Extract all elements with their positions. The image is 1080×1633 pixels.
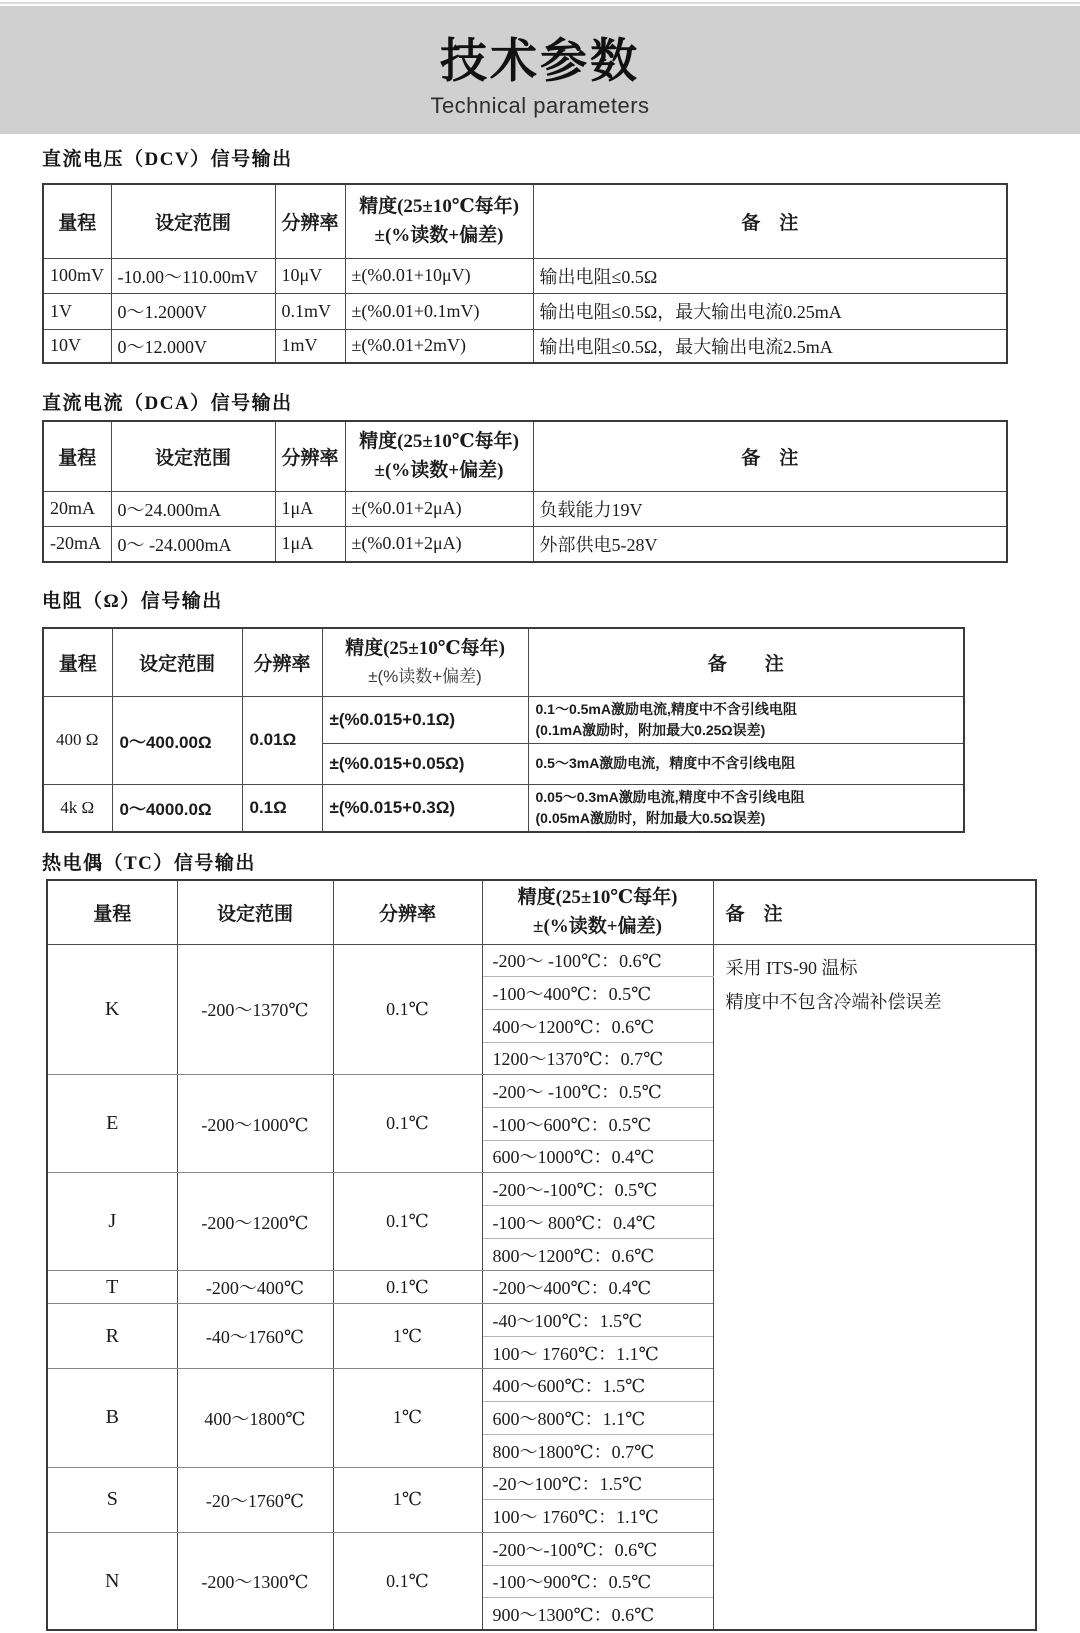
tc-set-range-K: -200～1370℃ bbox=[177, 944, 333, 1075]
resistance-remark-4k-line2: (0.05mA激励时，附加最大0.5Ω误差) bbox=[535, 809, 766, 826]
resistance-set-range-4k: 0～4000.0Ω bbox=[112, 784, 242, 832]
dca-header-resolution: 分辨率 bbox=[275, 421, 345, 491]
tc-accuracy-N-2: 900～1300℃：0.6℃ bbox=[482, 1598, 713, 1631]
tc-accuracy-R-0: -40～100℃：1.5℃ bbox=[482, 1304, 713, 1337]
tc-accuracy-K-3: 1200～1370℃：0.7℃ bbox=[482, 1042, 713, 1075]
tc-header-accuracy-line2: ±(%读数+偏差) bbox=[533, 916, 662, 938]
dcv-range-1: 1V bbox=[43, 293, 111, 329]
dcv-range-2: 10V bbox=[43, 329, 111, 363]
resistance-range-400: 400 Ω bbox=[43, 696, 112, 784]
dca-set-range-0: 0～24.000mA bbox=[111, 491, 275, 526]
tc-set-range-R: -40～1760℃ bbox=[177, 1304, 333, 1369]
resistance-header-accuracy-line1: 精度(25±10℃每年) bbox=[345, 638, 505, 660]
tc-accuracy-J-2: 800～1200℃：0.6℃ bbox=[482, 1238, 713, 1271]
dca-remark-0: 负载能力19V bbox=[533, 491, 1007, 526]
dcv-resolution-2: 1mV bbox=[275, 329, 345, 363]
resistance-header-accuracy-line2: ±(%读数+偏差) bbox=[368, 666, 482, 686]
dcv-header-resolution: 分辨率 bbox=[275, 184, 345, 258]
resistance-remark-4k bbox=[528, 784, 964, 832]
dcv-accuracy-2: ±(%0.01+2mV) bbox=[345, 329, 533, 363]
dcv-set-range-0: -10.00～110.00mV bbox=[111, 258, 275, 293]
tc-accuracy-R-1: 100～ 1760℃：1.1℃ bbox=[482, 1336, 713, 1369]
resistance-header-accuracy bbox=[322, 628, 528, 696]
dca-set-range-1: 0～ -24.000mA bbox=[111, 526, 275, 562]
tc-header-set-range: 设定范围 bbox=[177, 880, 333, 944]
tc-accuracy-K-1: -100～400℃：0.5℃ bbox=[482, 977, 713, 1010]
resistance-set-range-400: 0～400.00Ω bbox=[112, 696, 242, 784]
dca-header-accuracy-line1: 精度(25±10℃每年) bbox=[359, 430, 519, 452]
dcv-header-remark: 备 注 bbox=[533, 184, 1007, 258]
tc-resolution-K: 0.1℃ bbox=[333, 944, 482, 1075]
dca-header-set-range: 设定范围 bbox=[111, 421, 275, 491]
dcv-header-accuracy-line2: ±(%读数+偏差) bbox=[374, 225, 504, 247]
section-title-dcv: 直流电压（DCV）信号输出 bbox=[42, 149, 293, 170]
dcv-resolution-0: 10μV bbox=[275, 258, 345, 293]
section-title-resistance: 电阻（Ω）信号输出 bbox=[42, 591, 223, 612]
dca-header-remark: 备 注 bbox=[533, 421, 1007, 491]
tc-resolution-R: 1℃ bbox=[333, 1304, 482, 1369]
tc-accuracy-N-0: -200～-100℃：0.6℃ bbox=[482, 1532, 713, 1565]
resistance-header-resolution: 分辨率 bbox=[242, 628, 322, 696]
tc-accuracy-S-1: 100～ 1760℃：1.1℃ bbox=[482, 1500, 713, 1533]
tc-accuracy-E-1: -100～600℃：0.5℃ bbox=[482, 1107, 713, 1140]
tc-header-resolution: 分辨率 bbox=[333, 880, 482, 944]
table-row bbox=[43, 784, 964, 832]
dca-remark-1: 外部供电5-28V bbox=[533, 526, 1007, 562]
page-subtitle: Technical parameters bbox=[430, 93, 650, 118]
table-row bbox=[47, 944, 1036, 977]
resistance-remark-4k-line1: 0.05～0.3mA激励电流,精度中不含引线电阻 bbox=[535, 788, 805, 805]
dca-header-accuracy-line2: ±(%读数+偏差) bbox=[374, 460, 504, 482]
resistance-resolution-400: 0.01Ω bbox=[242, 696, 322, 784]
dca-header-row bbox=[43, 421, 1007, 491]
dcv-accuracy-1: ±(%0.01+0.1mV) bbox=[345, 293, 533, 329]
tc-accuracy-J-0: -200～-100℃：0.5℃ bbox=[482, 1173, 713, 1206]
tc-header-accuracy-line1: 精度(25±10℃每年) bbox=[517, 886, 678, 908]
dcv-header-set-range: 设定范围 bbox=[111, 184, 275, 258]
section-title-dca: 直流电流（DCA）信号输出 bbox=[42, 393, 293, 414]
tc-header-row bbox=[47, 880, 1036, 944]
tc-accuracy-T-0: -200～400℃：0.4℃ bbox=[482, 1271, 713, 1304]
dcv-remark-1: 输出电阻≤0.5Ω，最大输出电流0.25mA bbox=[533, 293, 1007, 329]
tc-set-range-E: -200～1000℃ bbox=[177, 1075, 333, 1173]
dca-resolution-0: 1μA bbox=[275, 491, 345, 526]
tc-accuracy-N-1: -100～900℃：0.5℃ bbox=[482, 1565, 713, 1598]
tc-header-accuracy bbox=[482, 880, 713, 944]
tc-header-remark: 备 注 bbox=[713, 880, 1036, 944]
dcv-header-row bbox=[43, 184, 1007, 258]
tc-resolution-N: 0.1℃ bbox=[333, 1532, 482, 1630]
tc-accuracy-K-0: -200～ -100℃：0.6℃ bbox=[482, 944, 713, 977]
dca-accuracy-0: ±(%0.01+2μA) bbox=[345, 491, 533, 526]
tc-resolution-J: 0.1℃ bbox=[333, 1173, 482, 1271]
dcv-set-range-1: 0～1.2000V bbox=[111, 293, 275, 329]
tc-set-range-J: -200～1200℃ bbox=[177, 1173, 333, 1271]
tc-range-N: N bbox=[47, 1532, 177, 1630]
tc-resolution-T: 0.1℃ bbox=[333, 1271, 482, 1304]
tc-accuracy-E-2: 600～1000℃：0.4℃ bbox=[482, 1140, 713, 1173]
resistance-header-row bbox=[43, 628, 964, 696]
tc-range-S: S bbox=[47, 1467, 177, 1532]
tc-range-J: J bbox=[47, 1173, 177, 1271]
dcv-header-range: 量程 bbox=[43, 184, 111, 258]
tc-accuracy-B-0: 400～600℃：1.5℃ bbox=[482, 1369, 713, 1402]
tc-resolution-S: 1℃ bbox=[333, 1467, 482, 1532]
dca-header-accuracy bbox=[345, 421, 533, 491]
tc-set-range-S: -20～1760℃ bbox=[177, 1467, 333, 1532]
dcv-range-0: 100mV bbox=[43, 258, 111, 293]
table-row bbox=[43, 258, 1007, 293]
tc-set-range-T: -200～400℃ bbox=[177, 1271, 333, 1304]
dcv-remark-0: 输出电阻≤0.5Ω bbox=[533, 258, 1007, 293]
tc-accuracy-S-0: -20～100℃：1.5℃ bbox=[482, 1467, 713, 1500]
page-header bbox=[0, 6, 1080, 134]
tc-range-R: R bbox=[47, 1304, 177, 1369]
tc-header-range: 量程 bbox=[47, 880, 177, 944]
table-row bbox=[43, 293, 1007, 329]
dca-header-range: 量程 bbox=[43, 421, 111, 491]
tc-range-E: E bbox=[47, 1075, 177, 1173]
dca-resolution-1: 1μA bbox=[275, 526, 345, 562]
resistance-table bbox=[42, 627, 965, 833]
dcv-header-accuracy-line1: 精度(25±10℃每年) bbox=[359, 195, 519, 217]
resistance-remark-400a-line1: 0.1～0.5mA激励电流,精度中不含引线电阻 bbox=[535, 700, 797, 717]
tc-accuracy-E-0: -200～ -100℃：0.5℃ bbox=[482, 1075, 713, 1108]
tc-remark-line2: 精度中不包含冷端补偿误差 bbox=[725, 991, 942, 1012]
dcv-resolution-1: 0.1mV bbox=[275, 293, 345, 329]
table-row bbox=[43, 696, 964, 743]
table-row bbox=[43, 491, 1007, 526]
dcv-set-range-2: 0～12.000V bbox=[111, 329, 275, 363]
resistance-accuracy-400b: ±(%0.015+0.05Ω) bbox=[322, 743, 528, 784]
resistance-accuracy-400a: ±(%0.015+0.1Ω) bbox=[322, 696, 528, 743]
tc-remark-line1: 采用 ITS-90 温标 bbox=[725, 957, 858, 978]
resistance-accuracy-4k: ±(%0.015+0.3Ω) bbox=[322, 784, 528, 832]
tc-resolution-B: 1℃ bbox=[333, 1369, 482, 1467]
dcv-remark-2: 输出电阻≤0.5Ω，最大输出电流2.5mA bbox=[533, 329, 1007, 363]
resistance-header-remark: 备 注 bbox=[528, 628, 964, 696]
tc-accuracy-J-1: -100～ 800℃：0.4℃ bbox=[482, 1206, 713, 1239]
dcv-accuracy-0: ±(%0.01+10μV) bbox=[345, 258, 533, 293]
tc-table bbox=[46, 879, 1037, 1631]
top-divider bbox=[0, 2, 1080, 4]
tc-accuracy-B-2: 800～1800℃：0.7℃ bbox=[482, 1434, 713, 1467]
tc-set-range-N: -200～1300℃ bbox=[177, 1532, 333, 1630]
dcv-header-accuracy bbox=[345, 184, 533, 258]
tc-range-T: T bbox=[47, 1271, 177, 1304]
dca-range-1: -20mA bbox=[43, 526, 111, 562]
dca-range-0: 20mA bbox=[43, 491, 111, 526]
resistance-header-range: 量程 bbox=[43, 628, 112, 696]
resistance-range-4k: 4k Ω bbox=[43, 784, 112, 832]
tc-set-range-B: 400～1800℃ bbox=[177, 1369, 333, 1467]
tc-remark bbox=[713, 944, 1036, 1630]
tc-accuracy-B-1: 600～800℃：1.1℃ bbox=[482, 1402, 713, 1435]
dcv-table bbox=[42, 183, 1008, 364]
section-title-tc: 热电偶（TC）信号输出 bbox=[42, 853, 256, 874]
resistance-remark-400b: 0.5～3mA激励电流，精度中不含引线电阻 bbox=[528, 743, 964, 784]
page-title: 技术参数 bbox=[440, 34, 640, 87]
resistance-remark-400a bbox=[528, 696, 964, 743]
table-row bbox=[43, 329, 1007, 363]
tc-range-K: K bbox=[47, 944, 177, 1075]
table-row bbox=[43, 526, 1007, 562]
tc-accuracy-K-2: 400～1200℃：0.6℃ bbox=[482, 1009, 713, 1042]
resistance-header-set-range: 设定范围 bbox=[112, 628, 242, 696]
resistance-remark-400a-line2: (0.1mA激励时，附加最大0.25Ω误差) bbox=[535, 721, 766, 738]
resistance-resolution-4k: 0.1Ω bbox=[242, 784, 322, 832]
tc-range-B: B bbox=[47, 1369, 177, 1467]
dca-accuracy-1: ±(%0.01+2μA) bbox=[345, 526, 533, 562]
dca-table bbox=[42, 420, 1008, 563]
tc-resolution-E: 0.1℃ bbox=[333, 1075, 482, 1173]
